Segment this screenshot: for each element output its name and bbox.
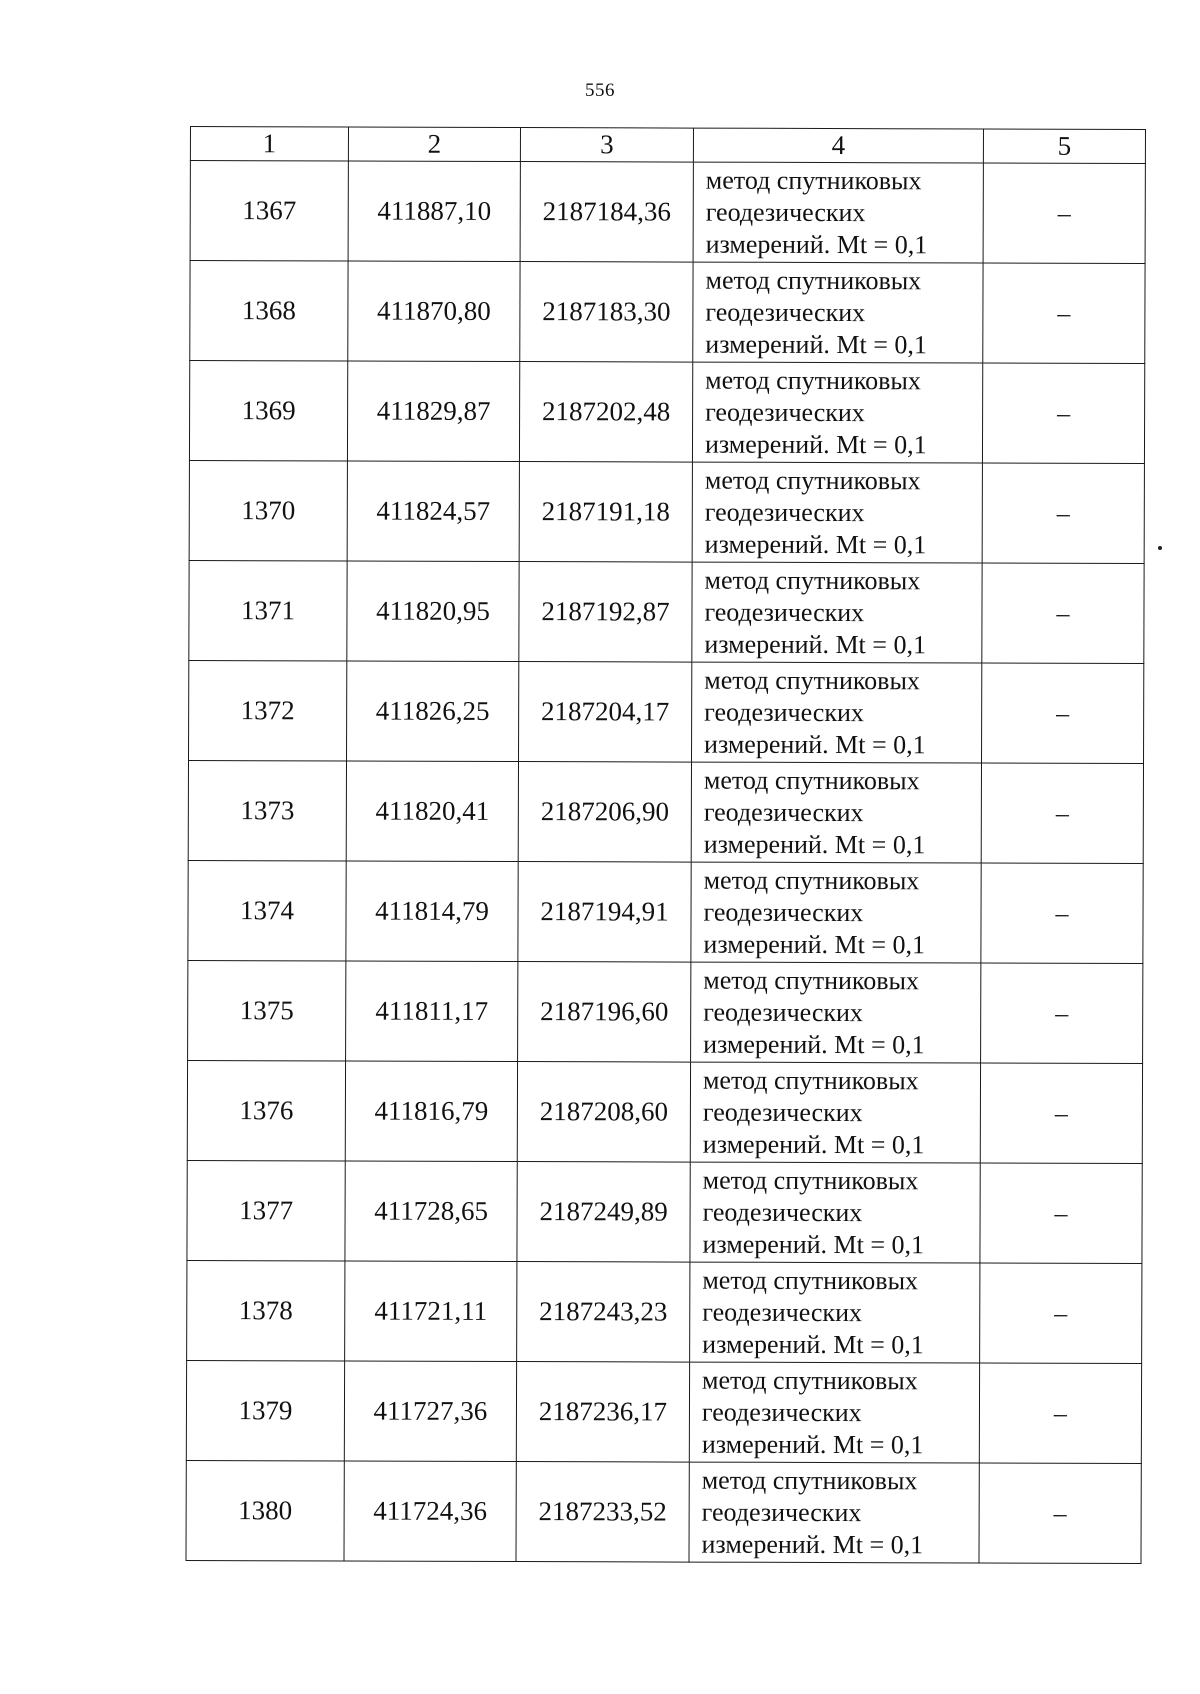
x-coordinate-cell: 411824,57 <box>347 461 519 562</box>
method-cell <box>691 962 981 1063</box>
y-coordinate-cell: 2187184,36 <box>520 162 693 263</box>
note-cell: – <box>979 1463 1141 1564</box>
method-line: метод спутниковых <box>704 465 921 495</box>
x-coordinate-cell: 411820,95 <box>347 561 519 662</box>
point-number-cell: 1379 <box>186 1360 344 1460</box>
header-col-3: 3 <box>520 128 693 163</box>
header-col-1: 1 <box>190 127 348 161</box>
point-number-cell: 1375 <box>188 960 346 1060</box>
x-coordinate-cell: 411887,10 <box>348 161 520 262</box>
note-cell: – <box>981 763 1143 864</box>
y-coordinate-cell: 2187194,91 <box>518 862 691 963</box>
method-cell <box>691 862 981 963</box>
table-row <box>190 261 1145 364</box>
header-col-5: 5 <box>983 129 1145 164</box>
note-cell: – <box>981 863 1143 964</box>
y-coordinate-cell: 2187236,17 <box>516 1362 689 1463</box>
table-row <box>189 560 1144 663</box>
x-coordinate-cell: 411870,80 <box>348 261 520 362</box>
method-line: метод спутниковых <box>705 265 922 295</box>
y-coordinate-cell: 2187208,60 <box>517 1062 690 1163</box>
y-coordinate-cell: 2187206,90 <box>518 762 691 863</box>
method-line: измерений. Mt = 0,1 <box>705 329 927 359</box>
method-line: метод спутниковых <box>703 865 920 895</box>
note-cell: – <box>982 363 1144 464</box>
method-line: измерений. Mt = 0,1 <box>702 1229 925 1259</box>
note-cell: – <box>982 563 1144 664</box>
note-cell: – <box>980 1063 1142 1164</box>
method-line: измерений. Mt = 0,1 <box>703 1029 925 1059</box>
note-cell: – <box>982 463 1144 564</box>
method-line: измерений. Mt = 0,1 <box>703 829 926 859</box>
method-line: геодезических <box>704 697 864 727</box>
x-coordinate-cell: 411727,36 <box>344 1361 516 1462</box>
method-line: измерений. Mt = 0,1 <box>704 529 927 559</box>
point-number-cell: 1371 <box>189 560 347 660</box>
method-cell <box>689 1462 979 1563</box>
note-cell: – <box>980 1163 1142 1264</box>
x-coordinate-cell: 411816,79 <box>345 1061 517 1162</box>
method-line: метод спутниковых <box>705 365 921 395</box>
method-line: метод спутниковых <box>703 765 920 795</box>
table-row <box>189 660 1144 763</box>
method-line: геодезических <box>704 497 865 527</box>
method-line: измерений. Mt = 0,1 <box>701 1429 924 1459</box>
method-line: метод спутниковых <box>702 1265 919 1295</box>
table-header-row <box>190 127 1145 164</box>
y-coordinate-cell: 2187204,17 <box>519 662 692 763</box>
method-cell <box>693 162 983 263</box>
table-row <box>189 361 1144 464</box>
x-coordinate-cell: 411724,36 <box>344 1461 516 1562</box>
method-line: метод спутниковых <box>702 1365 918 1395</box>
table-row <box>186 1460 1141 1563</box>
x-coordinate-cell: 411814,79 <box>346 861 518 962</box>
method-line: метод спутниковых <box>704 565 921 595</box>
point-number-cell: 1367 <box>190 161 348 261</box>
method-line: измерений. Mt = 0,1 <box>702 1129 925 1159</box>
header-col-4: 4 <box>693 128 983 163</box>
method-line: измерений. Mt = 0,1 <box>702 1329 924 1359</box>
note-cell: – <box>980 1263 1142 1364</box>
coordinates-table <box>185 126 1146 1564</box>
method-cell <box>693 262 983 363</box>
method-cell <box>692 462 982 563</box>
table-row <box>188 960 1143 1063</box>
point-number-cell: 1380 <box>186 1460 344 1560</box>
x-coordinate-cell: 411829,87 <box>347 361 519 462</box>
method-line: метод спутниковых <box>701 1465 918 1495</box>
x-coordinate-cell: 411820,41 <box>346 761 518 862</box>
point-number-cell: 1377 <box>187 1160 345 1260</box>
method-cell <box>690 1162 980 1263</box>
method-line: метод спутниковых <box>703 965 920 995</box>
method-line: измерений. Mt = 0,1 <box>704 429 927 459</box>
method-line: геодезических <box>702 1297 863 1327</box>
method-line: метод спутниковых <box>704 665 921 695</box>
method-line: измерений. Mt = 0,1 <box>703 929 926 959</box>
method-line: геодезических <box>702 1097 863 1127</box>
table-row <box>189 460 1144 563</box>
method-line: геодезических <box>705 197 866 227</box>
y-coordinate-cell: 2187202,48 <box>519 362 692 463</box>
point-number-cell: 1374 <box>188 860 346 960</box>
x-coordinate-cell: 411811,17 <box>346 961 518 1062</box>
point-number-cell: 1370 <box>189 460 347 560</box>
point-number-cell: 1378 <box>187 1260 345 1360</box>
note-cell: – <box>982 663 1144 764</box>
scan-speck <box>1158 546 1162 550</box>
table-row <box>186 1360 1141 1463</box>
method-cell <box>690 1262 980 1363</box>
point-number-cell: 1372 <box>189 660 347 760</box>
note-cell: – <box>983 263 1145 364</box>
table-row <box>190 161 1145 264</box>
x-coordinate-cell: 411826,25 <box>347 661 519 762</box>
table-row <box>188 760 1143 863</box>
point-number-cell: 1368 <box>190 261 348 361</box>
method-cell <box>692 662 982 763</box>
method-cell <box>692 562 982 663</box>
point-number-cell: 1373 <box>188 760 346 860</box>
y-coordinate-cell: 2187233,52 <box>516 1462 689 1563</box>
method-line: измерений. Mt = 0,1 <box>701 1529 924 1559</box>
table-row <box>187 1160 1142 1263</box>
method-line: метод спутниковых <box>705 165 922 195</box>
table-body <box>186 161 1145 1564</box>
table-row <box>188 860 1143 963</box>
table-row <box>187 1060 1142 1163</box>
table-row <box>187 1260 1142 1363</box>
method-line: геодезических <box>703 897 864 927</box>
x-coordinate-cell: 411721,11 <box>345 1261 517 1362</box>
y-coordinate-cell: 2187191,18 <box>519 462 692 563</box>
method-line: метод спутниковых <box>702 1065 919 1095</box>
note-cell: – <box>983 163 1145 264</box>
point-number-cell: 1376 <box>187 1060 345 1160</box>
method-line: измерений. Mt = 0,1 <box>704 629 927 659</box>
method-line: геодезических <box>705 397 865 427</box>
method-line: геодезических <box>701 1497 862 1527</box>
method-line: измерений. Mt = 0,1 <box>704 729 926 759</box>
method-cell <box>690 1062 980 1163</box>
y-coordinate-cell: 2187249,89 <box>517 1162 690 1263</box>
method-line: геодезических <box>703 997 863 1027</box>
y-coordinate-cell: 2187196,60 <box>518 962 691 1063</box>
y-coordinate-cell: 2187192,87 <box>519 562 692 663</box>
y-coordinate-cell: 2187183,30 <box>520 262 693 363</box>
method-line: метод спутниковых <box>702 1165 919 1195</box>
point-number-cell: 1369 <box>189 361 347 461</box>
x-coordinate-cell: 411728,65 <box>345 1161 517 1262</box>
method-line: геодезических <box>701 1397 862 1427</box>
note-cell: – <box>979 1363 1141 1464</box>
method-line: геодезических <box>703 797 864 827</box>
method-line: измерений. Mt = 0,1 <box>705 229 928 259</box>
method-line: геодезических <box>705 297 866 327</box>
header-col-2: 2 <box>348 127 520 162</box>
method-cell <box>692 362 982 463</box>
method-cell <box>689 1362 979 1463</box>
page-number: 556 <box>585 80 615 101</box>
method-cell <box>691 762 981 863</box>
method-line: геодезических <box>704 597 865 627</box>
method-line: геодезических <box>702 1197 863 1227</box>
note-cell: – <box>981 963 1143 1064</box>
y-coordinate-cell: 2187243,23 <box>517 1262 690 1363</box>
